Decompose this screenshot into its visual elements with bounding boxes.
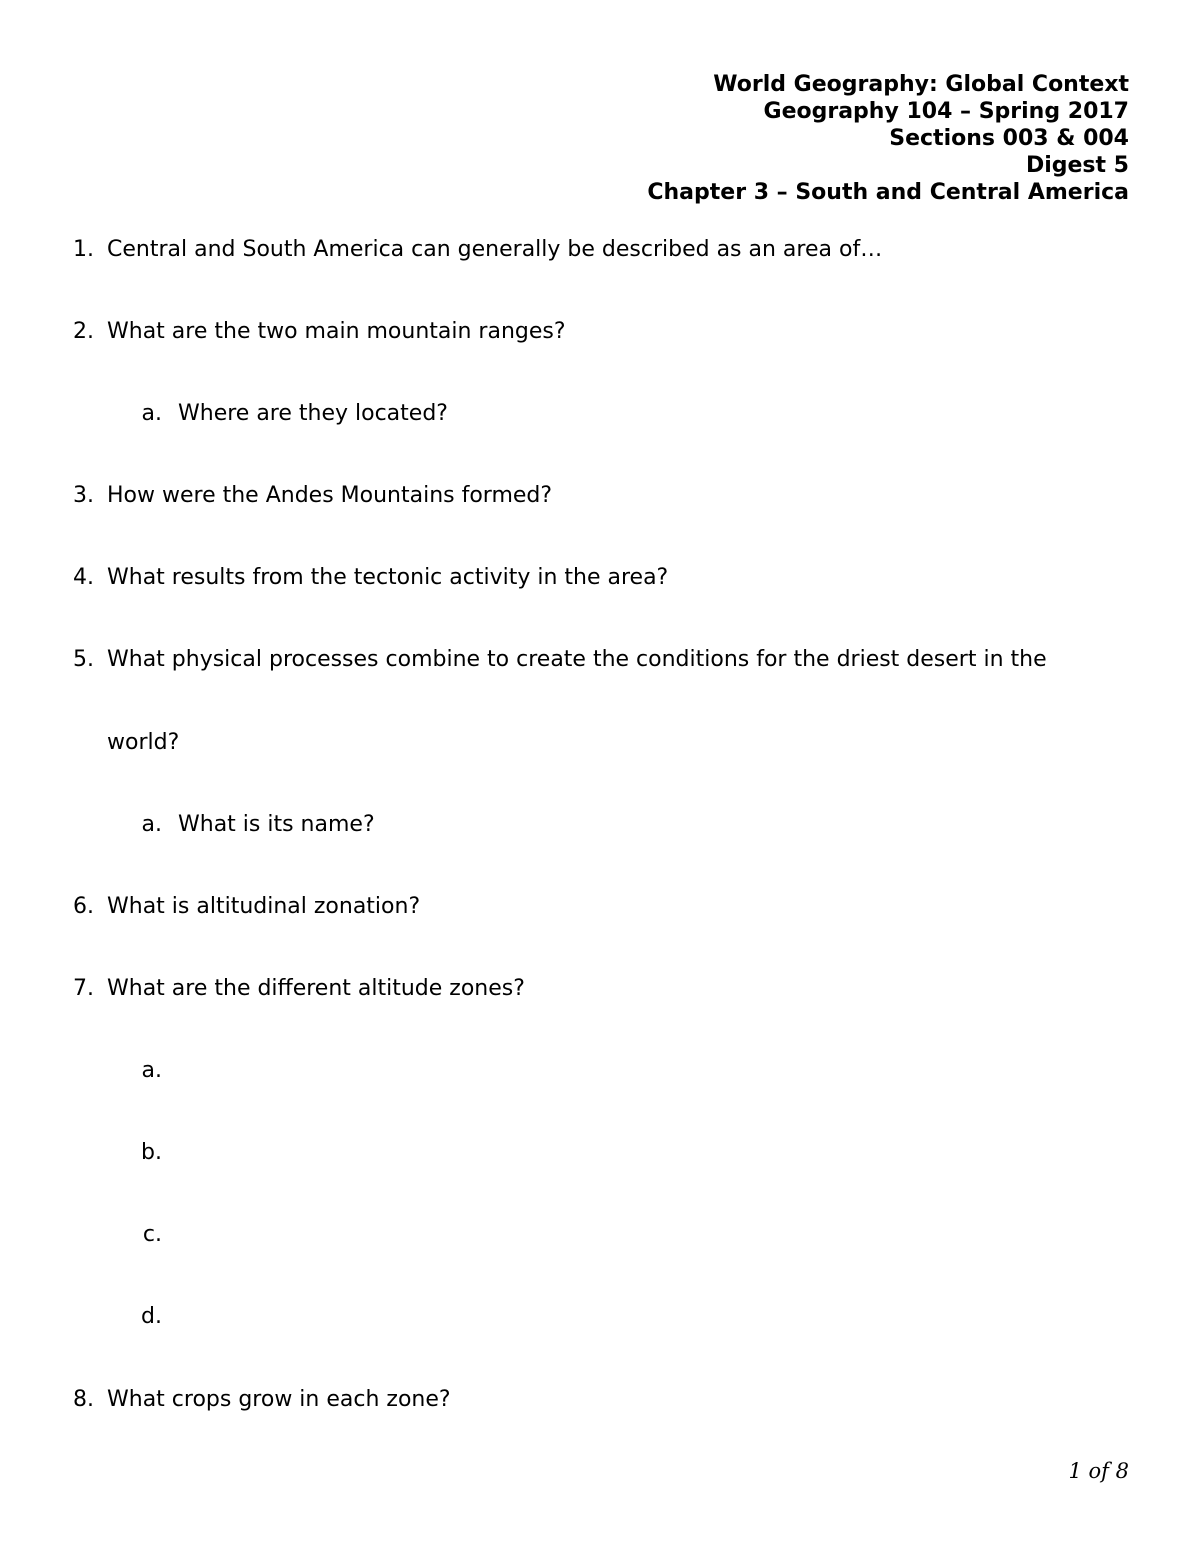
question-text: What are the different altitude zones? (107, 976, 525, 1001)
subquestion-text: What is its name? (178, 812, 375, 837)
document-header (647, 71, 1129, 206)
course-title: World Geography: Global Context (713, 72, 1129, 97)
question-number: 1. (73, 237, 94, 262)
sections-line: Sections 003 & 004 (889, 126, 1129, 151)
question-text: Central and South America can generally be described as an area of… (107, 237, 883, 262)
course-number: Geography 104 – Spring 2017 (763, 99, 1129, 124)
question-number: 4. (73, 565, 94, 590)
page-number: 1 of 8 (1068, 1459, 1129, 1483)
question-number: 3. (73, 483, 94, 508)
question-text: What is altitudinal zonation? (107, 894, 421, 919)
subquestion-text: Where are they located? (178, 401, 448, 426)
subquestion-letter: b. (141, 1140, 162, 1165)
question-text: What are the two main mountain ranges? (107, 319, 566, 344)
question-text-continued: world? (107, 730, 180, 755)
subquestion-letter: c. (142, 1222, 162, 1247)
question-text: How were the Andes Mountains formed? (107, 483, 553, 508)
subquestion-letter: a. (141, 1058, 162, 1083)
subquestion-letter: a. (141, 812, 162, 837)
question-text: What physical processes combine to create the conditions for the driest desert in the (107, 647, 1047, 672)
question-text: What results from the tectonic activity in the area? (107, 565, 669, 590)
question-number: 6. (73, 894, 94, 919)
question-number: 7. (73, 976, 94, 1001)
subquestion-letter: a. (141, 401, 162, 426)
question-number: 8. (73, 1387, 94, 1412)
question-number: 5. (73, 647, 94, 672)
question-text: What crops grow in each zone? (107, 1387, 451, 1412)
subquestion-letter: d. (141, 1304, 162, 1329)
chapter-title: Chapter 3 – South and Central America (647, 180, 1129, 205)
digest-line: Digest 5 (1025, 153, 1129, 178)
question-number: 2. (73, 319, 94, 344)
